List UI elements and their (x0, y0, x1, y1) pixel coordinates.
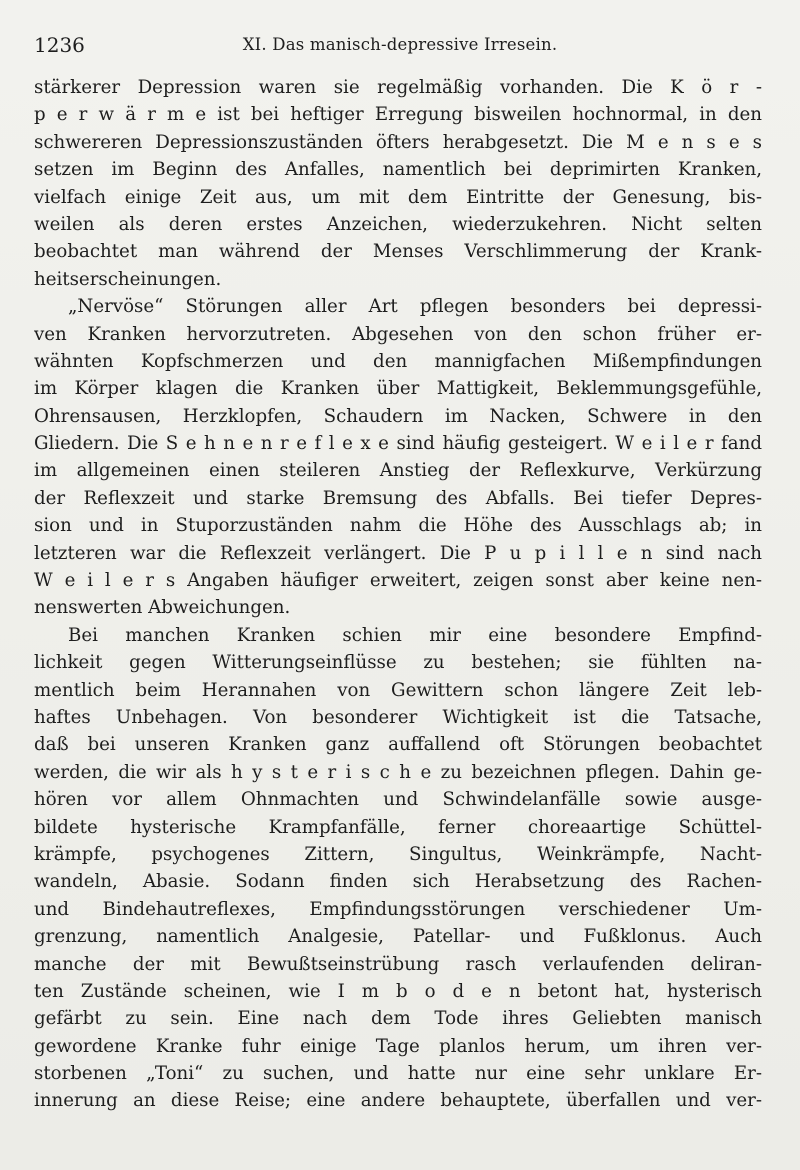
text-line: im allgemeinen einen steileren Anstieg der Reflexkurve, Verkürzung (34, 460, 762, 482)
text-line: mentlich beim Herannahen von Gewittern schon längere Zeit leb- (34, 679, 762, 701)
text-line: sion und in Stuporzuständen nahm die Höhe des Ausschlags ab; in (34, 515, 762, 537)
text-line: letzteren war die Reflexzeit verlängert. Die P u p i l l e n sind nach (34, 542, 762, 564)
text-line: Bei manchen Kranken schien mir eine besondere Empfind- (68, 624, 762, 646)
text-line: im Körper klagen die Kranken über Mattigkeit, Beklemmungsgefühle, (34, 378, 762, 400)
text-line: setzen im Beginn des Anfalles, namentlich bei deprimirten Kranken, (34, 159, 762, 181)
text-line: daß bei unseren Kranken ganz auffallend oft Störungen beobachtet (34, 734, 762, 756)
text-line: bildete hysterische Krampfanfälle, ferner choreaartige Schüttel- (34, 816, 762, 838)
text-line: heitserscheinungen. (34, 268, 222, 290)
text-line: innerung an diese Reise; eine andere behauptete, überfallen und ver- (34, 1090, 762, 1112)
text-line: ten Zustände scheinen, wie I m b o d e n betont hat, hysterisch (34, 980, 762, 1002)
text-line: wähnten Kopfschmerzen und den mannigfachen Mißempfindungen (34, 350, 762, 372)
text-line: hören vor allem Ohnmachten und Schwindelanfälle sowie ausge- (34, 789, 762, 811)
text-line: wandeln, Abasie. Sodann finden sich Herabsetzung des Rachen- (34, 871, 762, 893)
page-number: 1236 (34, 33, 85, 57)
text-line: storbenen „Toni“ zu suchen, und hatte nur eine sehr unklare Er- (34, 1063, 762, 1085)
text-line: W e i l e r s Angaben häufiger erweitert, zeigen sonst aber keine nen- (34, 570, 762, 592)
text-line: schwereren Depressionszuständen öfters herabgesetzt. Die M e n s e s (34, 131, 762, 153)
text-line: beobachtet man während der Menses Verschlimmerung der Krank- (34, 241, 762, 263)
text-line: und Bindehautreflexes, Empfindungsstörungen verschiedener Um- (34, 898, 762, 920)
text-line: nenswerten Abweichungen. (34, 597, 291, 619)
text-line: weilen als deren erstes Anzeichen, wiederzukehren. Nicht selten (34, 213, 762, 235)
text-line: manche der mit Bewußtseinstrübung rasch verlaufenden deliran- (34, 953, 762, 975)
text-line: ven Kranken hervorzutreten. Abgesehen von den schon früher er- (34, 323, 762, 345)
text-line: vielfach einige Zeit aus, um mit dem Eintritte der Genesung, bis- (34, 186, 762, 208)
text-line: „Nervöse“ Störungen aller Art pflegen besonders bei depressi- (68, 296, 762, 318)
text-line: der Reflexzeit und starke Bremsung des Abfalls. Bei tiefer Depres- (34, 487, 762, 509)
text-line: gefärbt zu sein. Eine nach dem Tode ihres Geliebten manisch (34, 1008, 762, 1030)
text-line: lichkeit gegen Witterungseinflüsse zu bestehen; sie fühlten na- (34, 652, 762, 674)
text-line: Ohrensausen, Herzklopfen, Schaudern im Nacken, Schwere in den (34, 405, 762, 427)
text-line: p e r w ä r m e ist bei heftiger Erregung bisweilen hochnormal, in den (34, 104, 762, 126)
text-line: haftes Unbehagen. Von besonderer Wichtigkeit ist die Tatsache, (34, 706, 762, 728)
page-header (34, 30, 766, 60)
text-line: gewordene Kranke fuhr einige Tage planlos herum, um ihren ver- (34, 1035, 762, 1057)
running-title: XI. Das manisch-depressive Irresein. (242, 35, 558, 54)
text-line: krämpfe, psychogenes Zittern, Singultus, Weinkrämpfe, Nacht- (34, 843, 762, 865)
text-line: Gliedern. Die S e h n e n r e f l e x e sind häufig gesteigert. W e i l e r fand (34, 433, 762, 455)
text-line: grenzung, namentlich Analgesie, Patellar- und Fußklonus. Auch (34, 926, 762, 948)
text-line: stärkerer Depression waren sie regelmäßig vorhanden. Die K ö r - (34, 77, 762, 98)
text-line: werden, die wir als h y s t e r i s c h e zu bezeichnen pflegen. Dahin ge- (34, 761, 762, 783)
body-text (34, 74, 762, 1115)
